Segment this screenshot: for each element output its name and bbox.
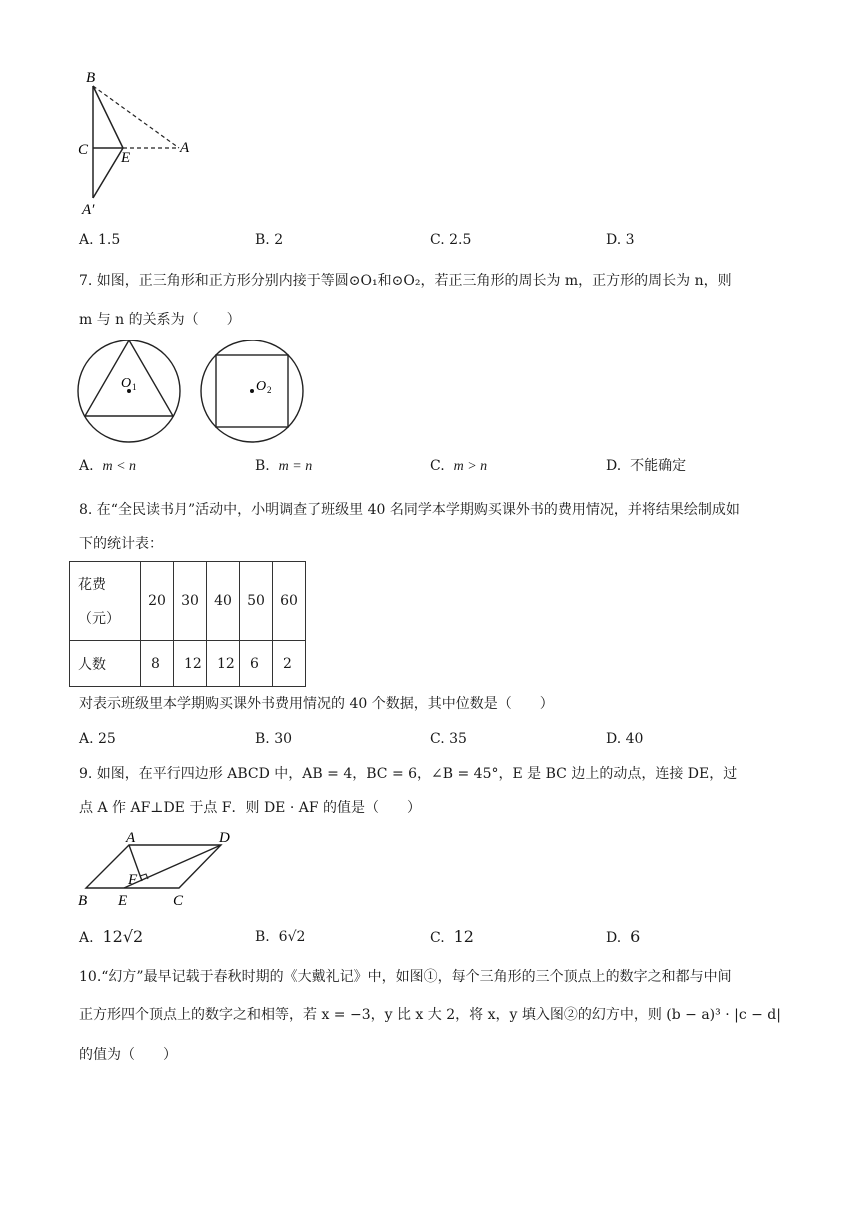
table-cell: 50 — [240, 562, 273, 641]
q7-stem-line2: m 与 n 的关系为（ ） — [79, 312, 241, 328]
label-O1: O — [121, 376, 132, 391]
label-A: A — [180, 140, 190, 156]
q8-stem-line2: 下的统计表： — [79, 536, 163, 552]
q7-option-a[interactable]: A. m < n — [79, 458, 137, 474]
q8-option-b[interactable]: B. 30 — [255, 731, 293, 747]
segment-A'E — [93, 148, 123, 198]
q10-stem-line3: 的值为（ ） — [79, 1047, 177, 1063]
q8-option-d[interactable]: D. 40 — [606, 731, 644, 747]
label-B: B — [78, 893, 88, 909]
q10-stem-line2: 正方形四个顶点上的数字之和相等，若 x = −3，y 比 x 大 2，将 x，y 填入图②的幻方中，则 (b − a)³ · |c − d| — [79, 1007, 781, 1023]
q7-stem-line1: 7. 如图，正三角形和正方形分别内接于等圆⊙O₁和⊙O₂，若正三角形的周长为 m，正方形的周长为 n，则 — [79, 273, 732, 289]
label-C: C — [173, 893, 184, 909]
q7-option-d[interactable]: D. 不能确定 — [606, 458, 687, 474]
q6-option-c[interactable]: C. 2.5 — [430, 232, 472, 248]
q9-stem-line1: 9. 如图，在平行四边形 ABCD 中，AB = 4，BC = 6，∠B = 45°，E 是 BC 边上的动点，连接 DE，过 — [79, 766, 738, 782]
q8-stats-table — [69, 561, 306, 687]
table-header-cost: 花费 （元） — [70, 562, 141, 641]
label-F: F — [128, 872, 138, 888]
q6-option-a[interactable]: A. 1.5 — [79, 232, 121, 248]
center-O2-dot — [250, 389, 254, 393]
parallelogram-ABCD — [86, 845, 221, 888]
q9-figure — [76, 828, 246, 910]
table-cell: 30 — [174, 562, 207, 641]
table-cell: 2 — [273, 641, 306, 687]
table-cell: 12 — [174, 641, 207, 687]
q7-option-b[interactable]: B. m = n — [255, 458, 313, 474]
table-cell: 20 — [141, 562, 174, 641]
label-O2-sub: 2 — [267, 385, 272, 395]
q7-figure — [76, 340, 306, 445]
table-cell: 12 — [207, 641, 240, 687]
label-A: A — [126, 830, 136, 846]
table-cell: 8 — [141, 641, 174, 687]
label-O1-sub: 1 — [132, 382, 137, 392]
label-E: E — [118, 893, 128, 909]
label-O2: O — [256, 379, 267, 394]
q9-option-c[interactable]: C. 12 — [430, 927, 474, 946]
q6-option-b[interactable]: B. 2 — [255, 232, 284, 248]
label-A-prime: A′ — [82, 202, 95, 216]
q8-question: 对表示班级里本学期购买课外书费用情况的 40 个数据，其中位数是（ ） — [79, 696, 554, 712]
table-row-cost — [70, 562, 306, 641]
table-cell: 40 — [207, 562, 240, 641]
segment-BE — [93, 86, 123, 148]
q6-option-d[interactable]: D. 3 — [606, 232, 635, 248]
table-header-count: 人数 — [70, 641, 141, 687]
q8-option-c[interactable]: C. 35 — [430, 731, 467, 747]
q9-option-d[interactable]: D. 6 — [606, 927, 641, 946]
label-E: E — [121, 150, 131, 166]
q8-stem-line1: 8. 在“全民读书月”活动中，小明调查了班级里 40 名同学本学期购买课外书的费用情况，并将结果绘制成如 — [79, 502, 740, 518]
q9-option-b[interactable]: B. 6√2 — [255, 929, 306, 945]
segment-BA-dashed — [93, 86, 179, 148]
label-C: C — [78, 142, 89, 158]
table-cell: 60 — [273, 562, 306, 641]
q9-option-a[interactable]: A. 12√2 — [79, 927, 144, 946]
q10-stem-line1: 10.“幻方”最早记载于春秋时期的《大戴礼记》中，如图①，每个三角形的三个顶点上的数字之和都与中间 — [79, 969, 732, 985]
segment-DE — [124, 845, 221, 888]
q8-option-a[interactable]: A. 25 — [79, 731, 116, 747]
label-D: D — [219, 830, 230, 846]
label-B: B — [86, 70, 96, 86]
q7-option-c[interactable]: C. m > n — [430, 458, 488, 474]
q6-figure — [76, 66, 206, 216]
table-row-count — [70, 641, 306, 687]
table-cell: 6 — [240, 641, 273, 687]
q9-stem-line2: 点 A 作 AF⊥DE 于点 F．则 DE · AF 的值是（ ） — [79, 800, 422, 816]
